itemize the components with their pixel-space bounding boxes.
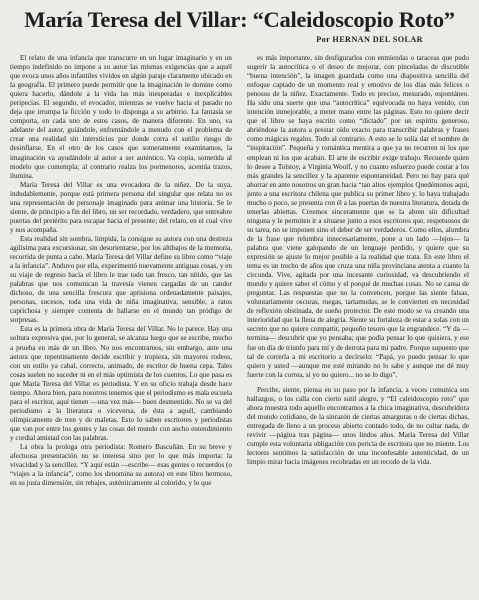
paragraph: Esta realidad sin sombra, limpida, la consigue su autora con una destreza agilísima para excursionar, sin desorientarse, por los altibajos de la memoria, recorrida de punta a cabo. María Teresa del Villar define su libro como “viaje a la infancia”. Anduvo por ella, experimentó nuevamente antiguas cosas, y en su viaje de regreso hacia el libro le trae todo tan fresco, tan nítido, que las palabras que nos comunican la travesía vienen cargadas de un candor dichoso, de una sencilla frescura que aprisiona ordenadamente paisajes, personas, sucesos, toda una vida de niña imaginativa, sensible, a ratos caprichosa y siempre contenta de hallarse en el mundo tan pródigo de sorpresas. (10, 234, 232, 325)
article-column-left (10, 54, 232, 600)
article-byline: Por HERNAN DEL SOLAR (316, 35, 423, 44)
paragraph: María Teresa del Villar es una evocadora de la niñez. De la suya, indudablemente, porque está primera persona del singular que relata no es una representación de personaje imaginado para animar una historia. Se le siente, de principio a fin del libro, un ser recordado, verdadero, que entreabre puertas del pretérito para escapar hacia el presente; del relato, en el cual vive y nos acompaña. (10, 180, 232, 234)
paragraph: Percibe, siente, piensa en su paso por la infancia, a veces comunica sus hallazgos, o los calla con cierto sutil alegre, y “El caleidoscopio roto” que ahora muestra todo aquello encontramos a la chica imaginativa, descubridora del mundo cotidiano, de la sinrazón de ciertas amarguras o de ciertas dichas, entregada de lleno a un proceso abierto contado todo, de no cultar nada, de revivir —página tras página— unos lindos años. María Teresa del Villar cumple esta voluntaria obligación con pericia de escritora que no miente. Los lectores sentimos la satisfacción de una inconfesable autenticidad, de un limpio mirar hacia imágenes recobradas en un recodo de la vida. (247, 385, 469, 467)
column-divider (239, 54, 240, 600)
paragraph: El relato de una infancia que transcurre en un lugar imaginario y en un tiempo indefinido no impone a su autor las mismas exigencias que a aquél que evoca unos años infantiles vividos en algún paraje claramente ubicado en la geografía. El primero puede permitir que la imaginación le domine como quiera hacerlo, dándole a la vida las más inesperadas e inexplicables peripecias. El segundo, el evocador, mientras se vuelve hacia el pasado no deja que irrumpa la ficción y todo lo disponga a su arbitrio. La fantasía se comporta, en cada uno de estos casos, de manera diferente. En uno, va adelante del autor, guiándole, enfrentándole a menudo con el problema de crear una realidad sin interstícios por donde corra el sutilio riesgo de desinflarse. En el otro de los casos que someramente examinamos, la imaginación va ayudándole al autor a ser auténtico. Va copia, sometida al modelo que contempla; al contrario realza los pormenores, acentúa trazos, ilumina. (10, 54, 232, 180)
paragraph: es más importante, sin desfigurarlos con enmiendas o taraceas que pudo sugerir la autocrítica o el deseo de mejorar, con pinceladas de discutible “buena intención”, la imagen guardada como una diapositiva sencilla del enfoque captado de un momento real y emotivo de los días más felices o penosos de la niñez. Exactamente. Todo es preciso, mesurado, espontáneo. Ha sido una suerte que una “autocrítica” equivocada no haya venido, con intención inmejorable, a meter mano entre las páginas. Esto no quiere decir que el libro se haya escrito como “dictado” por un espíritu generoso, abriéndose la autora a prestar oído exacto para transcribir palabras y frases como mágicas regalos. Todo al contrario. A esto se le solía dar el nombre de “inspiración”. Pequeña y romántica mentira a que ya no recurren ni los que emplean ni los que acaban. El arte de escribir exige trabajo. Recuerde quien lo desee a Tolstoy, a Virginia Woolf, y no cuanto esfuerzo puede costar a los más grandes la sencillez y la aparente espontaneidad. Pero no hay para qué ahorrar en ante nosotros un gran hacia “tan altos ejemplos Quedémonos aquí, junto a una escritora chilena que publica su primer libro y, lo haya trabajado mucho o poco, se presenta con él a las puertas de nuestra literatura, dotada de tenerlas abiertas. Creemos sinceramente que se la abren sin dificultad ninguna y le permiten ir a situarse junto a esos escritores que, respetuosos de su tarea, no se imponen sino el deber de ser verdaderos. Como ellos, alumbra de la frase que relumbra innecesariamente, pone a un lado —lejos— la palabra que viene galopando de un lenguaje perdido, y quiere que su expresión se ajuste lo mejor posible a la realidad que trata. En este libro el tema es un trecho de años que cruza una niña provinciana atenta a cuanto la circunda. Vive, agitada por una incesante curiosidad, va descubriendo el mundo y quiere saber el cómo y el porqué de muchas cosas. No se cansa de preguntar. Las respuestas que no la convencen, porque las siente falsas, voluntariamente oscuras, ruegas, tartamudas, se le convierten en necesidad de reflexión obstinada, de sueño protector. De este modo se va creando una interioridad que la llena de alegría. Siente su fortaleza de estar a solas con un secreto que no quiere compartir, pequeño tesoro que la engrandece. “Y da —termina— descubrir que yo pensaba; que podía pensar lo que quisiera, y ese fue un día de triunfo para mí y de derrota para mi padre. Porque supuesto que tal de correrla a mi escritorio a decírselo: “Papá, yo puedo pensar lo que quiero y usted —aunque me esté mirando no lo sabe y aunque me dé muy fuerte con la correa, si yo no quiero... no se lo digo”. (247, 54, 469, 379)
article-headline: María Teresa del Villar: “Caleidoscopio Roto” (24, 7, 455, 32)
paragraph: La obra la prologa otra periodista: Romero Bascuñán. En su breve y afectuosa presentación no se interesa sino por lo que más importa: la vivacidad y la sencillez. “Y aquí están —escribe— esas gentes o recuerdos (o “viajes a la infancia”, como los denomina su autora) en este libro hermoso, en su justa dimensión, sin rebajes, auténticamente al colorido, y lo que (10, 443, 232, 488)
paragraph: Esta es la primera obra de María Teresa del Villar. No lo parece. Hay una soltura expresiva que, por lo general, se alcanza luego que se escribe, mucho a prueba en más de un libro. No nos encontramos, sin embargo, ante una autora que repentinamente decide escribir y tropieza, sin mayores rodeos, con un estilo ya cabal, correcto, animado, de escritor de buena cepa. Tales cosas suelen no suceder ni en el más optimista de los cuentos. Lo que pasa es que María Teresa del Villar es periodista. Y en su oficio trabaja desde hace tiempo. Ahora bien, para nosotros tenemos que el periodismo es mala escuela para el escritor, aquí tienen —una vez más— buen desmentido. No se va del periodismo a la literatura o viceversa, de ésta a aquél, cambiando olímpicamente de tren y de maletas. Esto lo saben escritores y periodistas que van por entre los gentes y las cosas del mundo con ancho entendimiento y cordial amistad con las palabras. (10, 325, 232, 442)
article-column-right (247, 54, 469, 600)
